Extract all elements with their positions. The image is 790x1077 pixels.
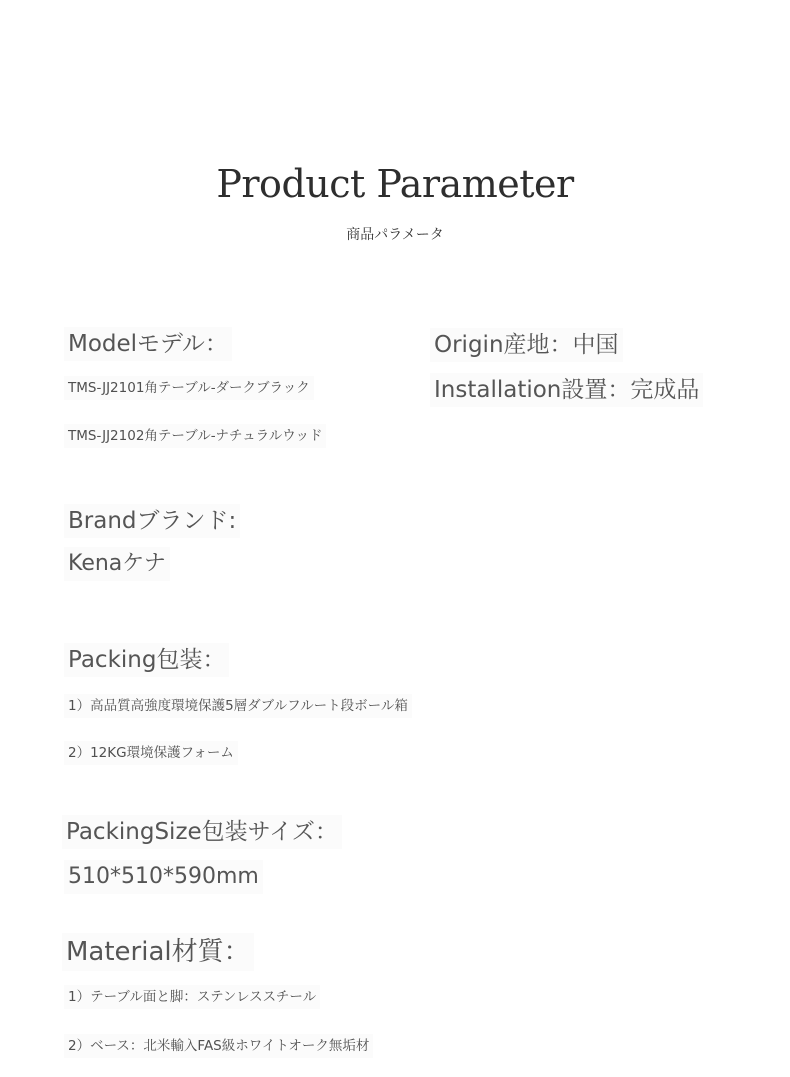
packing-size-label: PackingSize包装サイズ：: [62, 815, 342, 849]
packing-section: [64, 643, 229, 677]
packing-item-2: [64, 741, 238, 765]
origin-section: [430, 328, 623, 362]
material-section: [62, 933, 254, 971]
material-label: Material材質：: [62, 933, 254, 971]
material-item-2: [64, 1034, 373, 1058]
packing-item-text: 1）高品質高強度環境保護5層ダブルフルート段ボール箱: [64, 694, 412, 718]
material-item-text: 2）ベース：北米輸入FAS級ホワイトオーク無垢材: [64, 1034, 373, 1058]
model-item-1: [64, 376, 314, 400]
model-item-text: TMS-JJ2101角テーブル-ダークブラック: [64, 376, 314, 400]
brand-section: [64, 504, 240, 538]
packing-size-section: [62, 815, 342, 849]
page-title: Product Parameter: [216, 162, 574, 206]
packing-size-value: 510*510*590mm: [64, 860, 263, 894]
material-item-text: 1）テーブル面と脚：ステンレススチール: [64, 985, 320, 1009]
packing-item-text: 2）12KG環境保護フォーム: [64, 741, 238, 765]
brand-value: Kenaケナ: [64, 547, 170, 581]
installation-section: [430, 373, 703, 407]
model-section: [64, 327, 232, 361]
origin-text: Origin産地：中国: [430, 328, 623, 362]
model-item-text: TMS-JJ2102角テーブル-ナチュラルウッド: [64, 424, 326, 448]
brand-label: Brandブランド:: [64, 504, 240, 538]
packing-size-value-row: [64, 860, 263, 894]
model-label: Modelモデル：: [64, 327, 232, 361]
material-item-1: [64, 985, 320, 1009]
packing-item-1: [64, 694, 412, 718]
model-item-2: [64, 424, 326, 448]
page-subtitle: 商品パラメータ: [346, 227, 444, 243]
packing-label: Packing包装：: [64, 643, 229, 677]
installation-text: Installation設置：完成品: [430, 373, 703, 407]
brand-value-row: [64, 547, 170, 581]
